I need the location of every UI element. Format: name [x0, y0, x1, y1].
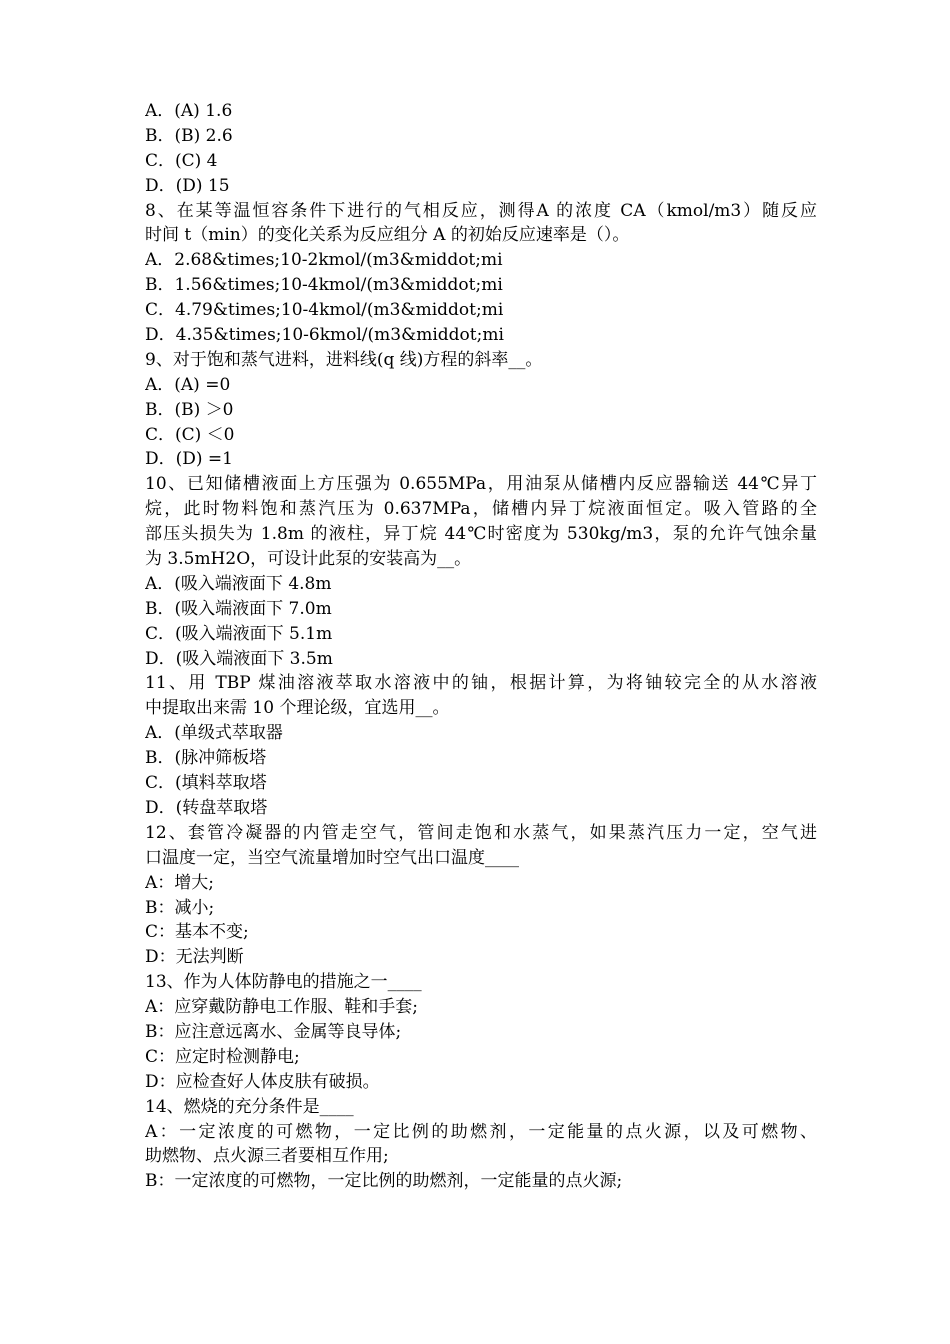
text-line: 14、燃烧的充分条件是____ — [145, 1096, 354, 1117]
text-line: C．(吸入端液面下 5.1m — [145, 623, 333, 644]
text-line: C．4.79&times;10-4kmol/(m3&middot;mi — [145, 300, 504, 321]
text-line: C．(填料萃取塔 — [145, 773, 267, 794]
text-line: 时间 t（min）的变化关系为反应组分 A 的初始反应速率是（）。 — [145, 225, 630, 246]
text-line: 部压头损失为 1.8m 的液柱，异丁烷 44℃时密度为 530kg/m3，泵的允许气蚀余量 — [145, 524, 817, 545]
text-line: A．(A) =0 — [145, 374, 231, 395]
text-line: A：增大; — [145, 872, 215, 893]
text-line: 11、用 TBP 煤油溶液萃取水溶液中的铀，根据计算，为将铀较完全的从水溶液 — [145, 673, 817, 694]
text-line: 助燃物、点火源三者要相互作用; — [145, 1146, 389, 1167]
text-line: B：应注意远离水、金属等良导体; — [145, 1021, 402, 1042]
text-line: 9、对于饱和蒸气进料，进料线(q 线)方程的斜率__。 — [145, 349, 543, 370]
text-line: C：基本不变; — [145, 922, 249, 943]
text-line: D．4.35&times;10-6kmol/(m3&middot;mi — [145, 325, 504, 346]
text-line: D．(转盘萃取塔 — [145, 797, 268, 818]
text-line: 10、已知储槽液面上方压强为 0.655MPa，用油泵从储槽内反应器输送 44℃异丁 — [145, 474, 817, 495]
text-line: 8、在某等温恒容条件下进行的气相反应，测得A 的浓度 CA（kmol/m3）随反应 — [145, 200, 817, 221]
text-line: D．(吸入端液面下 3.5m — [145, 648, 333, 669]
text-line: C：应定时检测静电; — [145, 1046, 300, 1067]
text-line: 为 3.5mH2O，可设计此泵的安装高为__。 — [145, 549, 472, 570]
text-line: B．(B) ＞0 — [145, 399, 234, 420]
text-line: 口温度一定，当空气流量增加时空气出口温度____ — [145, 847, 519, 868]
text-line: A：应穿戴防静电工作服、鞋和手套; — [145, 997, 419, 1018]
text-line: D：应检查好人体皮肤有破损。 — [145, 1071, 380, 1092]
text-line: B．1.56&times;10-4kmol/(m3&middot;mi — [145, 275, 503, 296]
text-line: A．(吸入端液面下 4.8m — [145, 573, 332, 594]
text-line: 烷，此时物料饱和蒸汽压为 0.637MPa，储槽内异丁烷液面恒定。吸入管路的全 — [145, 499, 817, 520]
text-line: 中提取出来需 10 个理论级，宜选用__。 — [145, 698, 450, 719]
document-page — [145, 99, 817, 1194]
text-line: A：一定浓度的可燃物，一定比例的助燃剂，一定能量的点火源，以及可燃物、 — [145, 1121, 817, 1142]
text-line: B．(脉冲筛板塔 — [145, 748, 267, 769]
text-line: B：减小; — [145, 897, 215, 918]
text-line: D．(D) =1 — [145, 449, 233, 470]
text-line: A．(单级式萃取器 — [145, 723, 283, 744]
text-line: 12、套管冷凝器的内管走空气，管间走饱和水蒸气，如果蒸汽压力一定，空气进 — [145, 822, 817, 843]
text-line: B：一定浓度的可燃物，一定比例的助燃剂，一定能量的点火源; — [145, 1171, 623, 1192]
text-line: B．(B) 2.6 — [145, 125, 233, 146]
text-line: C．(C) ＜0 — [145, 424, 235, 445]
text-line: A．2.68&times;10-2kmol/(m3&middot;mi — [145, 250, 503, 271]
text-line: C．(C) 4 — [145, 150, 218, 171]
text-line: B．(吸入端液面下 7.0m — [145, 598, 332, 619]
text-line: A．(A) 1.6 — [145, 101, 233, 121]
text-line: D：无法判断 — [145, 947, 244, 968]
text-line: 13、作为人体防静电的措施之一____ — [145, 972, 422, 993]
text-line: D．(D) 15 — [145, 175, 230, 196]
